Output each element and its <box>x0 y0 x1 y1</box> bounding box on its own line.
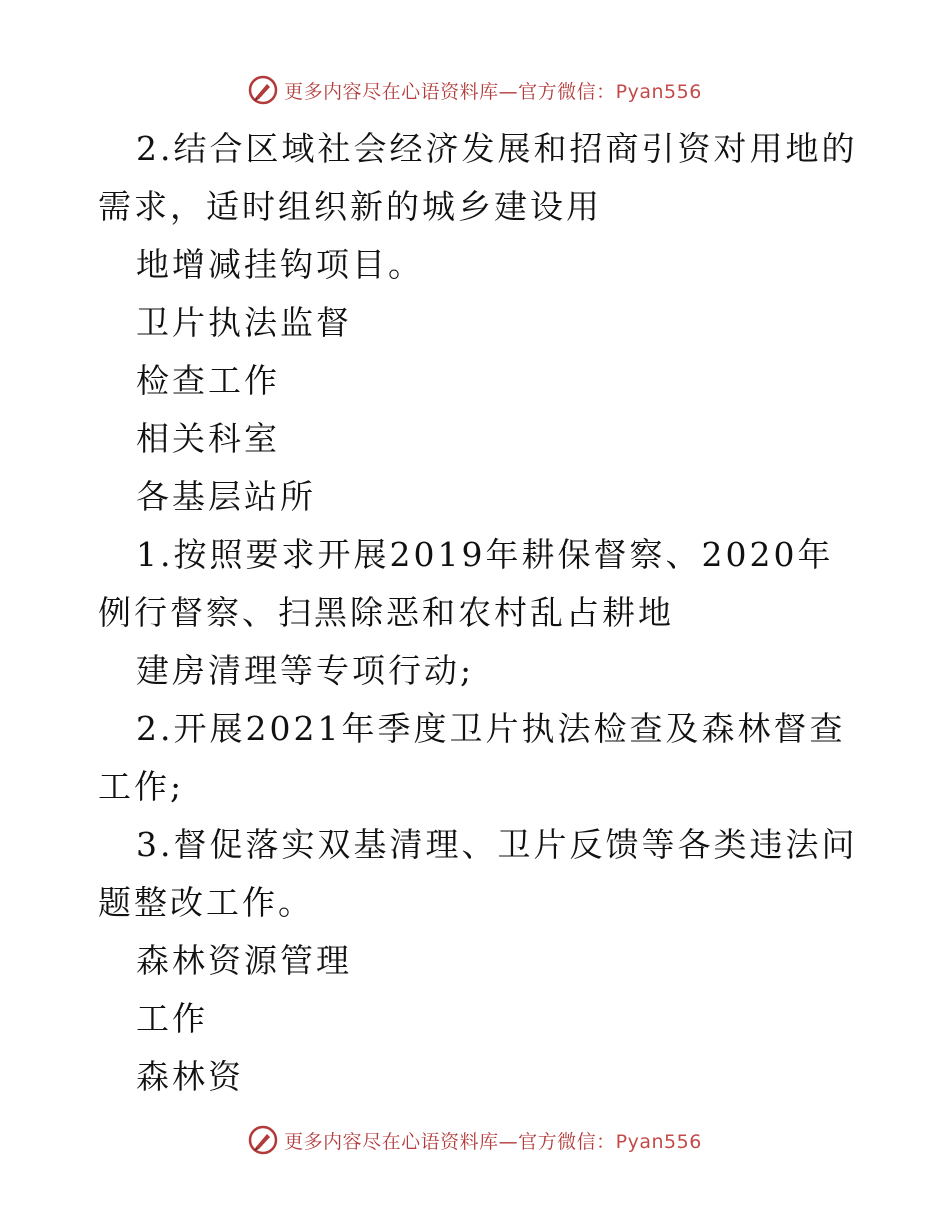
paragraph: 森林资 <box>136 1057 244 1096</box>
document-body <box>98 120 858 1106</box>
paragraph: 检查工作 <box>136 361 280 400</box>
paragraph: 相关科室 <box>136 419 280 458</box>
paragraph: 地增减挂钩项目。 <box>136 245 424 284</box>
paragraph: 建房清理等专项行动; <box>136 651 475 690</box>
paragraph: 2.结合区域社会经济发展和招商引资对用地的需求，适时组织新的城乡建设用 <box>98 129 858 226</box>
paragraph: 卫片执法监督 <box>136 303 352 342</box>
pen-logo-icon <box>248 1125 278 1155</box>
paragraph: 3.督促落实双基清理、卫片反馈等各类违法问题整改工作。 <box>98 825 858 922</box>
paragraph: 各基层站所 <box>136 477 316 516</box>
paragraph: 森林资源管理 <box>136 941 352 980</box>
pen-logo-icon <box>248 75 278 105</box>
paragraph: 2.开展2021年季度卫片执法检查及森林督查工作; <box>98 709 846 806</box>
watermark-footer <box>0 1123 950 1157</box>
watermark-text: 更多内容尽在心语资料库—官方微信：Pyan556 <box>284 80 702 103</box>
watermark-header <box>0 73 950 107</box>
watermark-wechat-id: Pyan556 <box>615 80 702 103</box>
paragraph: 工作 <box>136 999 208 1038</box>
watermark-text: 更多内容尽在心语资料库—官方微信：Pyan556 <box>284 1130 702 1153</box>
paragraph: 1.按照要求开展2019年耕保督察、2020年例行督察、扫黑除恶和农村乱占耕地 <box>98 535 834 632</box>
watermark-wechat-id: Pyan556 <box>615 1130 702 1153</box>
